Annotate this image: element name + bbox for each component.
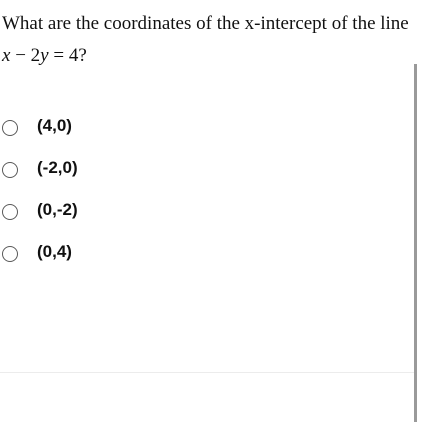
- answer-option-4[interactable]: [0, 236, 400, 278]
- radio-button[interactable]: [2, 204, 18, 220]
- option-label: (0,-2): [37, 200, 78, 219]
- equation-minus: −: [15, 45, 26, 66]
- option-label: (0,4): [37, 242, 72, 261]
- option-label: (4,0): [37, 116, 72, 135]
- radio-button[interactable]: [2, 120, 18, 136]
- equation-rhs: 4: [68, 45, 79, 66]
- answer-options: [0, 110, 400, 278]
- scrollbar[interactable]: [414, 64, 417, 422]
- equation-coefficient: 2: [30, 45, 41, 66]
- equation: [2, 45, 78, 66]
- question-prefix: What are the coordinates of the x-intercept of the line: [2, 13, 409, 34]
- answer-option-3[interactable]: [0, 194, 400, 236]
- option-label: (-2,0): [37, 158, 78, 177]
- equation-equals: =: [53, 45, 65, 66]
- question-text: [2, 8, 416, 72]
- equation-x: x: [2, 45, 11, 66]
- question-mark: ?: [78, 45, 87, 66]
- answer-option-1[interactable]: [0, 110, 400, 152]
- answer-option-2[interactable]: [0, 152, 400, 194]
- equation-y: y: [40, 45, 49, 66]
- section-divider: [0, 372, 414, 373]
- radio-button[interactable]: [2, 246, 18, 262]
- radio-button[interactable]: [2, 162, 18, 178]
